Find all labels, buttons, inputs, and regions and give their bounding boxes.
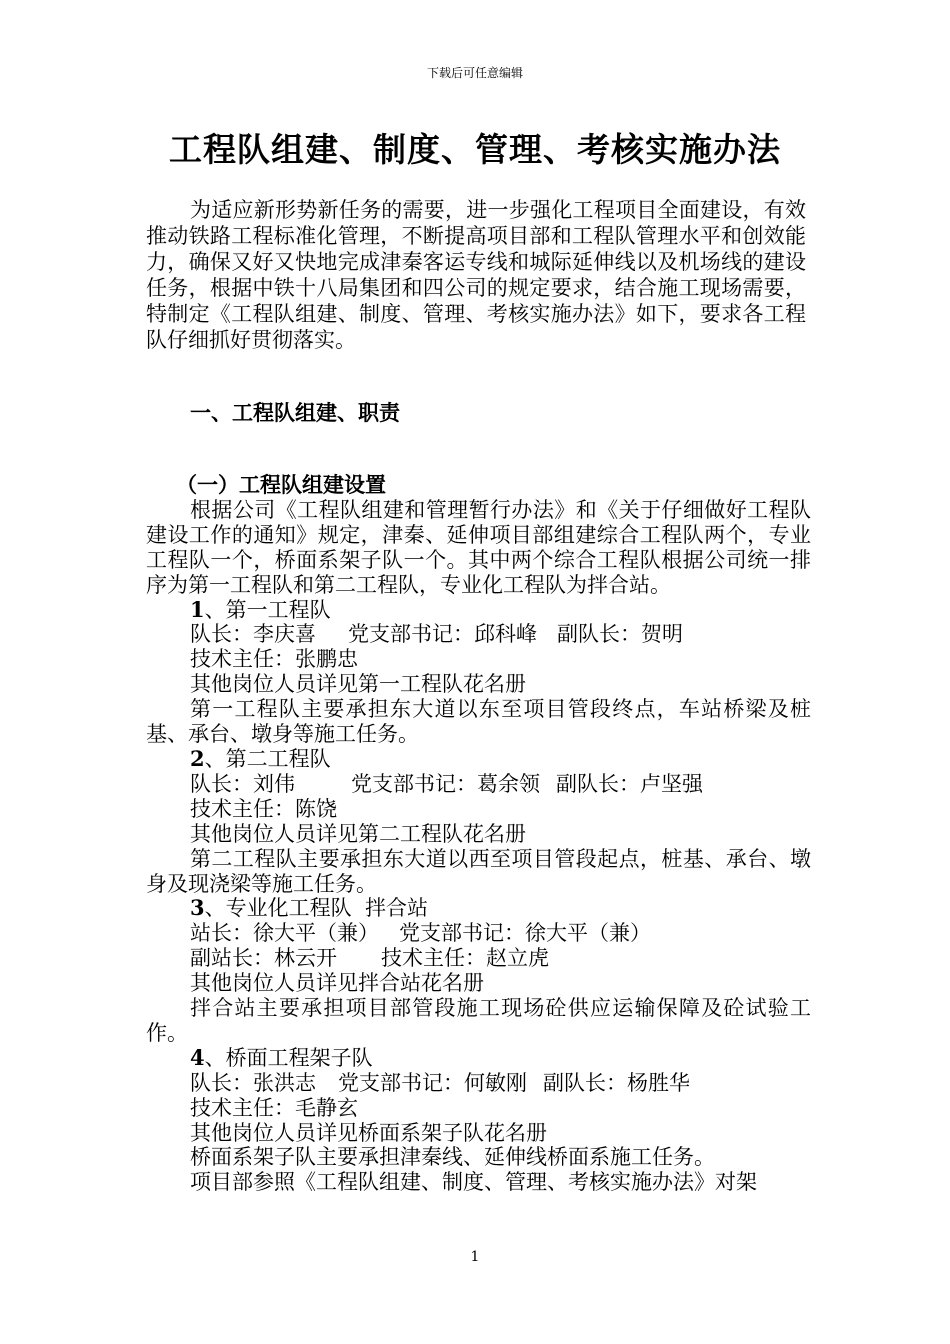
- team-deputy: 副队长：杨胜华: [543, 1070, 690, 1095]
- team-tech: 技术主任：毛静玄: [190, 1095, 358, 1120]
- team-leader: 站长：徐大平（兼）: [190, 921, 379, 946]
- intro-paragraph: 为适应新形势新任务的需要，进一步强化工程项目全面建设，有效推动铁路工程标准化管理，不断提高项目部和工程队管理水平和创效能力，确保又好又快地完成津秦客运专线和城际延伸线以及机场线的建设任务，根据中铁十八局集团和四公司的规定要求，结合施工现场需要，特制定《工程队组建、制度、管理、考核实施办法》如下，要求各工程队仔细抓好贯彻落实。: [146, 198, 806, 352]
- team-duty: 桥面系架子队主要承担津秦线、延伸线桥面系施工任务。: [190, 1145, 715, 1170]
- closing-paragraph: 项目部参照《工程队组建、制度、管理、考核实施办法》对架: [190, 1170, 757, 1195]
- team-secretary: 党支部书记：葛余领: [351, 771, 540, 796]
- team-heading: [146, 1046, 811, 1071]
- team-number: 2: [190, 745, 205, 771]
- team-heading: [146, 747, 811, 772]
- team-deputy: 副队长：贺明: [557, 622, 683, 647]
- team-tech: 技术主任：赵立虎: [381, 946, 549, 971]
- team-name: 、第二工程队: [204, 746, 331, 771]
- team-tech: 技术主任：陈饶: [190, 796, 337, 821]
- team-roster: 其他岗位人员详见拌合站花名册: [190, 971, 484, 996]
- team-roster: 其他岗位人员详见第一工程队花名册: [190, 672, 526, 697]
- team-leaders: [146, 921, 811, 946]
- team-name: 、第一工程队: [204, 597, 331, 622]
- document-title: 工程队组建、制度、管理、考核实施办法: [169, 130, 781, 169]
- team-heading: [146, 896, 811, 921]
- team-leader: 队长：李庆喜: [190, 622, 316, 647]
- team-number: 3: [190, 895, 205, 921]
- team-number: 1: [190, 596, 205, 622]
- section-heading: 一、工程队组建、职责: [190, 400, 400, 425]
- team-number: 4: [190, 1044, 205, 1070]
- team-deputy: 副站长：林云开: [190, 946, 337, 971]
- team-secretary: 党支部书记：何敏刚: [338, 1070, 527, 1095]
- team-duty: 拌合站主要承担项目部管段施工现场砼供应运输保障及砼试验工作。: [146, 996, 811, 1045]
- team-name: 、专业化工程队 拌合站: [204, 896, 428, 921]
- team-roster: 其他岗位人员详见第二工程队花名册: [190, 821, 526, 846]
- team-leaders: [146, 622, 811, 647]
- header-note: 下载后可任意编辑: [426, 66, 523, 80]
- team-leaders: [146, 1071, 811, 1096]
- subsection-intro: 根据公司《工程队组建和管理暂行办法》和《关于仔细做好工程队建设工作的通知》规定，津秦、延伸项目部组建综合工程队两个，专业工程队一个，桥面系架子队一个。其中两个综合工程队根据公司统一排序为第一工程队和第二工程队，专业化工程队为拌合站。: [146, 497, 811, 597]
- team-secretary: 党支部书记：徐大平（兼）: [399, 921, 651, 946]
- team-duty: 第一工程队主要承担东大道以东至项目管段终点，车站桥梁及桩基、承台、墩身等施工任务。: [146, 697, 811, 747]
- team-duty: 第二工程队主要承担东大道以西至项目管段起点，桩基、承台、墩身及现浇梁等施工任务。: [146, 846, 811, 896]
- subsection-heading: （一）工程队组建设置: [176, 472, 386, 497]
- team-leader: 队长：刘伟: [190, 771, 295, 796]
- team-name: 、桥面工程架子队: [204, 1045, 373, 1070]
- team-secretary: 党支部书记：邱科峰: [348, 622, 537, 647]
- team-deputy-tech: [146, 946, 811, 971]
- team-roster: 其他岗位人员详见桥面系架子队花名册: [190, 1120, 547, 1145]
- team-leader: 队长：张洪志: [190, 1070, 316, 1095]
- body-block: [146, 473, 811, 1195]
- page-number: 1: [470, 1249, 480, 1265]
- team-tech: 技术主任：张鹏忠: [190, 647, 358, 672]
- team-deputy: 副队长：卢坚强: [556, 771, 703, 796]
- team-leaders: [146, 772, 811, 797]
- team-heading: [146, 598, 811, 623]
